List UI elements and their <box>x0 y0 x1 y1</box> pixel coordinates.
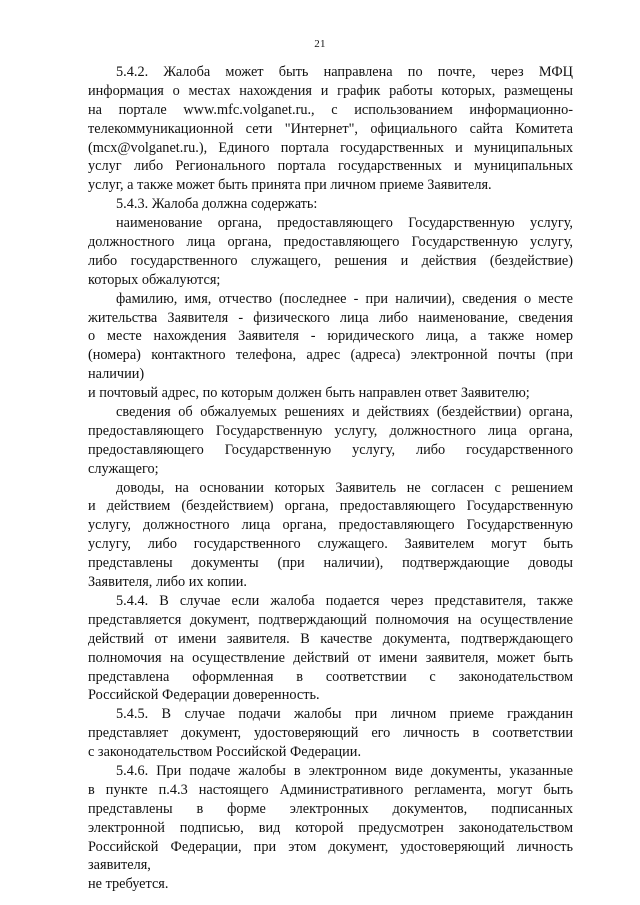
text-line: представлены документы (при наличии), подтверждающие доводы <box>88 555 573 572</box>
text-line: представляет документ, удостоверяющий его личность в соответствии <box>88 725 573 742</box>
text-line: о месте нахождения Заявителя - юридического лица, а также номер <box>88 328 573 345</box>
text-line: и действием (бездействием) органа, предоставляющего Государственную <box>88 498 573 515</box>
text-line: сведения об обжалуемых решениях и действиях (бездействии) органа, <box>116 404 573 421</box>
text-line: и почтовый адрес, по которым должен быть направлен ответ Заявителю; <box>88 385 530 402</box>
text-line: представляется документ, подтверждающий полномочия на осуществление <box>88 611 573 628</box>
text-line: Российской Федерации доверенность. <box>88 687 320 704</box>
text-line: (номера) контактного телефона, адрес (адреса) электронной почты (при <box>88 347 573 364</box>
text-line: Заявителя, либо их копии. <box>88 574 247 591</box>
text-line: представлена оформленная в соответствии с законодательством <box>88 668 573 685</box>
text-line: с законодательством Российской Федерации. <box>88 744 362 761</box>
text-line: действий от имени заявителя. В качестве документа, подтверждающего <box>88 630 573 647</box>
text-line: телекоммуникационной сети "Интернет", официального сайта Комитета <box>88 120 573 137</box>
text-line: предоставляющего Государственную услугу, либо государственного <box>88 441 573 458</box>
text-line: услугу, либо государственного служащего. Заявителем могут быть <box>88 536 573 553</box>
text-line: наличии) <box>88 366 145 383</box>
text-line: служащего; <box>88 460 159 477</box>
text-line: электронной подписью, вид которой предусмотрен законодательством <box>88 819 573 836</box>
text-line: заявителя, <box>88 857 151 874</box>
text-line: услуг, а также может быть принята при личном приеме Заявителя. <box>88 177 492 194</box>
text-line: наименование органа, предоставляющего Государственную услугу, <box>116 215 573 232</box>
document-body <box>88 63 573 894</box>
text-line: в пункте п.4.3 настоящего Административного регламента, могут быть <box>88 781 573 798</box>
text-line: на портале www.mfc.volganet.ru., с использованием информационно- <box>88 101 573 118</box>
text-line: фамилию, имя, отчество (последнее - при наличии), сведения о месте <box>116 290 573 307</box>
text-line: предоставляющего Государственную услугу, должностного лица органа, <box>88 422 573 439</box>
text-line: 5.4.3. Жалоба должна содержать: <box>116 196 318 213</box>
text-line: которых обжалуются; <box>88 271 221 288</box>
text-line: полномочия на осуществление действий от имени заявителя, может быть <box>88 649 573 666</box>
text-line: доводы, на основании которых Заявитель не согласен с решением <box>116 479 573 496</box>
text-line: жительства Заявителя - физического лица либо наименование, сведения <box>88 309 573 326</box>
text-line: 5.4.2. Жалоба может быть направлена по почте, через МФЦ <box>116 64 573 80</box>
text-line: Российской Федерации, при этом документ, удостоверяющий личность <box>88 838 573 855</box>
text-line: (mcx@volganet.ru.), Единого портала государственных и муниципальных <box>88 139 573 156</box>
text-line: 5.4.5. В случае подачи жалобы при личном приеме гражданин <box>116 706 573 723</box>
text-line: должностного лица органа, предоставляющего Государственную услугу, <box>88 234 573 251</box>
text-line: не требуется. <box>88 876 169 893</box>
text-line: услуг либо Регионального портала государственных и муниципальных <box>88 158 573 175</box>
text-line: 5.4.4. В случае если жалоба подается через представителя, также <box>116 592 573 609</box>
text-line: 5.4.6. При подаче жалобы в электронном виде документы, указанные <box>116 762 573 779</box>
text-line: услугу, должностного лица органа, предоставляющего Государственную <box>88 517 573 534</box>
text-line: либо государственного служащего, решения и действия (бездействие) <box>88 252 573 269</box>
text-line: представлены в форме электронных документов, подписанных <box>88 800 573 817</box>
text-line: информация о местах нахождения и график работы которых, размещены <box>88 82 573 99</box>
page-number: 21 <box>314 38 326 50</box>
